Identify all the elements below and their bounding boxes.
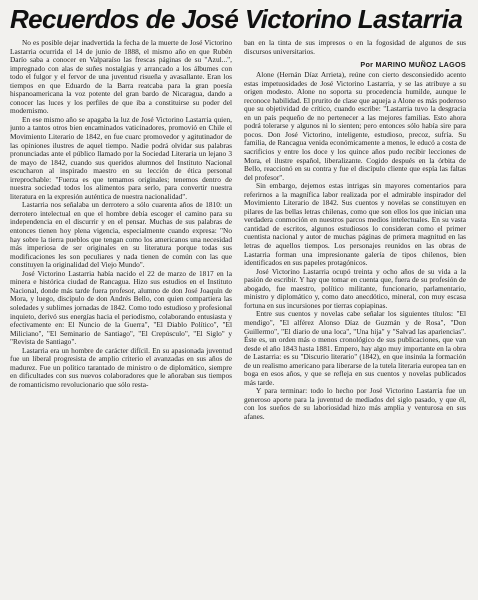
paragraph: José Victorino Lastarria había nacido el 22 de marzo de 1817 en la minera e histórica ciudad de Rancagua. Hizo sus estudios en el Instituto Nacional, donde más tarde fuera profesor, alumno de don José Joaquín de Mora, y luego, discípulo de don Andrés Bello, con quien compartiera las soledades y sublimes jornadas de 1842. Como todo estudioso y profesional inquieto, derivó sus energías hacia el periodismo, colaborando entusiasta y efectivamente en: El Nuncio de la Guerra", "El Diablo Político", "El Miliciano", "El Seminario de Santiago", "El Crepúsculo", "El Siglo" y "Revista de Santiago". xyxy=(10,268,232,347)
paragraph: Lastarria nos señalaba un derrotero a sólo cuarenta años de 1810: un derrotero intelectual en que el hombre debía escoger el camino para su independencia en el discurrir y en el pensar. Muchas de sus palabras de entonces tienen hoy plena vigencia, especialmente cuando expresa: "No hay sobre la tierra pueblos que tengan como los americanos una necesidad más imperiosa de ser originales en su literatura porque todas sus modificaciones les son peculiares y nada tienen de común con las que constituyen la originalidad del Viejo Mundo". xyxy=(10,200,232,270)
paragraph: No es posible dejar inadvertida la fecha de la muerte de José Victorino Lastarria ocurrida el 14 de junio de 1888, el mismo año en que Rubén Darío saba a conocer en Valparaíso las frescas páginas de su "Azul...", impregnado con alas de suñes nostalgias y arrancado a los álbumes con todo el fulgor y el fervor de una juventud risueña y avasallante. Eran los tiempos en que Eduardo de la Barra reatcaba para la gran poesía hispanoamericana la voz potente del gran bardo de Nicaragua, dando a conocer las luces y los perfiles de que iba a constituirse su poder del modernismo. xyxy=(10,39,232,116)
right-column xyxy=(244,39,466,595)
article-body xyxy=(10,39,468,595)
article-title: Recuerdos de José Victorino Lastarria xyxy=(10,4,463,34)
byline: Por MARINO MUÑOZ LAGOS xyxy=(360,60,466,70)
paragraph: ban en la tinta de sus impresos o en la fogosidad de algunos de sus discursos universitarios. xyxy=(244,39,466,56)
paragraph: Sin embargo, dejemos estas intrigas sin mayores comentarios para referirnos a la magnífica labor realizada por el admirable inspirador del Movimiento Literario de 1842. Sus cuentos y novelas se constituyen en pilares de las bellas letras chilenas, como que son ellos los que inician una verdadera conmoción en nuestros parcos medios intelectuales. En su vasta cantidad de escritos, algunos estudiosos lo consideran como el primer cuentista nacional y autor de muchas páginas de primera magnitud en las letras de aquellos tiempos. Los personajes reunidos en las obras de Lastarria forman una impresionante galería de tipos chilenos, bien identificados en sus papeles protagónicos. xyxy=(244,181,466,268)
paragraph: Entre sus cuentos y novelas cabe señalar los siguientes títulos: "El mendigo", "El alférez Alonso Díaz de Guzmán y de Rosa", "Don Guillermo", "El diario de una loca", "Una hija" y "Salvad las apariencias". Éste es, un orden más o menos cronológico de sus publicaciones, que van desde el año 1843 hasta 1881. Empero, hay algo muy importante en la obra de Lastarria: es su "Discurio literario" (1842), en que insinúa la formación de un realismo americano para liberarse de la tutela literaria europea tan en boga en esos años, y que se refleja en sus cuentos y novelas publicados más tarde. xyxy=(244,309,466,387)
paragraph: Alone (Hernán Díaz Arrieta), reúne con cierto desconsiedido acento estas impetuosidades de José Victorino Lastarria, y se las atribuye a su origen modesto. Alone no soporta su procedencia humilde, aunque le reconoce habilidad. El prurito de clase que aqueja a Alone es más poderoso que su objetividad de crítico, cuando escribe: "Lastarria tuvo la desgracia en un país pequeño de no pertenecer a las mejores familias. Esto ahora podrá tolerarse y algunos ni lo sienten; pero entonces sólo había sire para pocos. Don José Victorino, inteligente, estudioso, precoz, sufría. Su familia, de Rancagua venida económicamente a menos, le educó a costa de sacrificios y entre los doce y los quince años pudo recibir lecciones de Mora, el ilustre español, liberalizante. Cogido después en la órbita de Bello, reaccionó en su contra y fue el discípulo cliente que espía las faltas del profesor". xyxy=(244,70,466,182)
paragraph: José Victorino Lastarria ocupó treinta y ocho años de su vida a la pasión de escribir. Y hay que tomar en cuenta que, fuera de su profesión de abogado, fue maestro, político militante, funcionario, parlamentario, ministro y diplomático y, como dato anecdótico, mineral, con muy escasa fortuna en sus incursiones por tierras copiapinas. xyxy=(244,266,466,310)
left-column xyxy=(10,39,232,595)
paragraph: En ese mismo año se apagaba la luz de José Victorino Lastarria quien, junto a tantos otros bien encaminados vaticinadores, promovió en Chile el Movimiento Literario de 1842, en fue cuarc promovedor y agitutinador de las opiniones ilustres de aquel tiempo. Nadie podrá olvidar sus palabras pronunciadas ante el público llamado por la Sociedad Literaria un lejano 3 de mayo de 1842, cuando sus queridos alumnos del Instituto Nacional escucharon al inspirado maestro en su lección de ética personal irreprochable: "Fuerza es que temamos originales; tenemos dentro de nuestra sociedad todos los alimentos para serlo, para convertir nuestra literatura en la expresión auténtica de nuestra nacionalidad". xyxy=(10,114,232,201)
paragraph: Y para terminar: todo lo hecho por José Victorino Lastarria fue un generoso aporte para la juventud de mediados del siglo pasado, y que él, con los sueños de su laboriosidad hizo más amplia y venturosa en sus afanes. xyxy=(244,386,466,421)
paragraph: Lastarria era un hombre de carácter difícil. En su apasionada juventud fue un liberal progresista de amplio criterio el avanzadas en sus años de madurez. Fue un político tarantado de ministro o de diplomático, siempre en dificultades con sus nuevos colaboradores que le añoraban sus tiempos de romanticismo revolucionario que sólo resta- xyxy=(10,345,232,389)
